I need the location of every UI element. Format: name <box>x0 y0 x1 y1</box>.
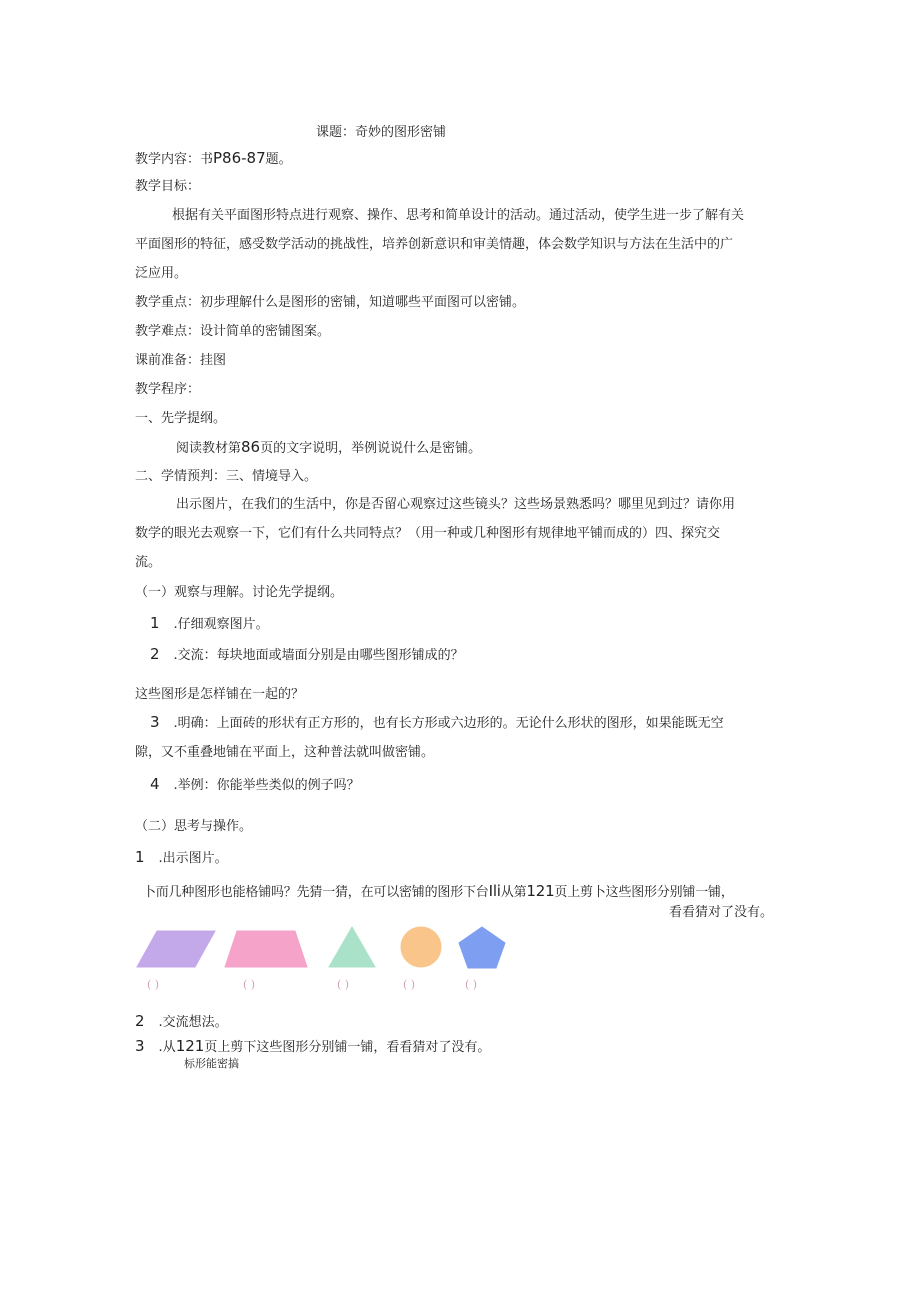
read-text: 页的文字说明，举例说说什么是密铺。 <box>260 441 482 456</box>
list-item <box>150 616 269 631</box>
list-item <box>150 647 464 662</box>
content-label: 教学内容：书 <box>135 152 214 167</box>
list-item <box>150 715 724 730</box>
item-text: .仔细观察图片。 <box>173 617 269 632</box>
item-text: .交流想法。 <box>158 1015 228 1030</box>
list-item <box>135 1014 228 1029</box>
item-number: 2 <box>135 1012 145 1030</box>
read-text: 阅读教材第 <box>176 441 242 456</box>
goals-line: 根据有关平面图形特点进行观察、操作、思考和简单设计的活动。通过活动，使学生进一步了解有关 <box>172 208 745 223</box>
item-number: 2 <box>150 645 160 663</box>
goals-line: 泛应用。 <box>135 266 188 281</box>
difficulty: 教学难点：设计简单的密铺图案。 <box>135 324 331 339</box>
item-continuation: 隙，又不重叠地铺在平面上，这种普法就叫做密铺。 <box>135 745 435 760</box>
section-one: （一）观察与理解。讨论先学提纲。 <box>135 585 344 600</box>
goals-line: 平面图形的特征，感受数学活动的挑战性，培养创新意识和审美情趣，体会数学知识与方法在生活中的广 <box>135 237 734 252</box>
answer-blank: ( ) <box>243 978 256 991</box>
item-number: 3 <box>135 1037 145 1055</box>
item-number: 1 <box>135 848 145 866</box>
list-item <box>150 777 360 792</box>
shapes-illustration <box>135 925 510 995</box>
guess-text: 页上剪卜这些图形分别铺一铺， <box>554 885 734 900</box>
item-text: .举例：你能举些类似的例子吗？ <box>173 778 360 793</box>
intro-line: 出示图片，在我们的生活中，你是否留心观察过这些镜头？这些场景熟悉吗？哪里见到过？请你用 <box>176 497 736 512</box>
shape-figure <box>135 925 510 995</box>
guess-line <box>143 884 734 899</box>
item-text: .明确：上面砖的形状有正方形的，也有长方形或六边形的。无论什么形状的图形，如果能既无空 <box>173 716 724 731</box>
page-title: 课题：奇妙的图形密铺 <box>316 125 447 140</box>
pentagon-shape <box>459 927 505 968</box>
content-pages: P86-87 <box>213 149 266 167</box>
item-number: 3 <box>150 713 160 731</box>
preparation: 课前准备：挂图 <box>135 353 227 368</box>
parallelogram-shape <box>137 931 215 967</box>
item-page: 121 <box>175 1037 205 1055</box>
item-number: 1 <box>150 614 160 632</box>
step-two: 二、学情预判：三、情境导入。 <box>135 469 318 484</box>
item-text: .交流：每块地面或墙面分别是由哪些图形铺成的？ <box>173 648 464 663</box>
small-note: 标形能密搞 <box>184 1057 239 1070</box>
guess-text: 卜而几种图形也能格铺吗？先猜一猜，在可以密铺的图形下台 <box>143 885 489 900</box>
section-two: （二）思考与操作。 <box>135 819 253 834</box>
list-item <box>135 1039 490 1054</box>
read-line <box>176 440 481 455</box>
step-one: 一、先学提纲。 <box>135 411 227 426</box>
procedure-label: 教学程序： <box>135 382 201 397</box>
answer-blank: ( ) <box>147 978 160 991</box>
list-item <box>135 850 228 865</box>
guess-fragment: Ili <box>488 882 501 900</box>
trapezoid-shape <box>225 931 307 967</box>
circle-shape <box>401 927 441 967</box>
item-text: .从 <box>158 1040 176 1055</box>
answer-blank: ( ) <box>337 978 350 991</box>
answer-blank: ( ) <box>403 978 416 991</box>
how-question: 这些图形是怎样铺在一起的？ <box>135 687 305 702</box>
guess-page: 121 <box>526 882 555 900</box>
item-text: 页上剪下这些图形分别铺一铺，看看猜对了没有。 <box>204 1040 491 1055</box>
goals-label: 教学目标： <box>135 179 201 194</box>
key-point: 教学重点：初步理解什么是图形的密铺，知道哪些平面图可以密铺。 <box>135 295 526 310</box>
intro-line: 数学的眼光去观察一下，它们有什么共同特点？（用一种或几种图形有规律地平铺而成的）四、探究交 <box>135 526 721 541</box>
guess-continuation: 看看猜对了没有。 <box>669 905 774 920</box>
item-text: .出示图片。 <box>158 851 228 866</box>
triangle-shape <box>329 927 375 967</box>
read-page: 86 <box>241 438 261 456</box>
content-suffix: 题。 <box>265 152 292 167</box>
item-number: 4 <box>150 775 160 793</box>
intro-line: 流。 <box>135 555 162 570</box>
content-line <box>135 151 292 166</box>
answer-blank: ( ) <box>465 978 478 991</box>
guess-text: 从第 <box>500 885 527 900</box>
